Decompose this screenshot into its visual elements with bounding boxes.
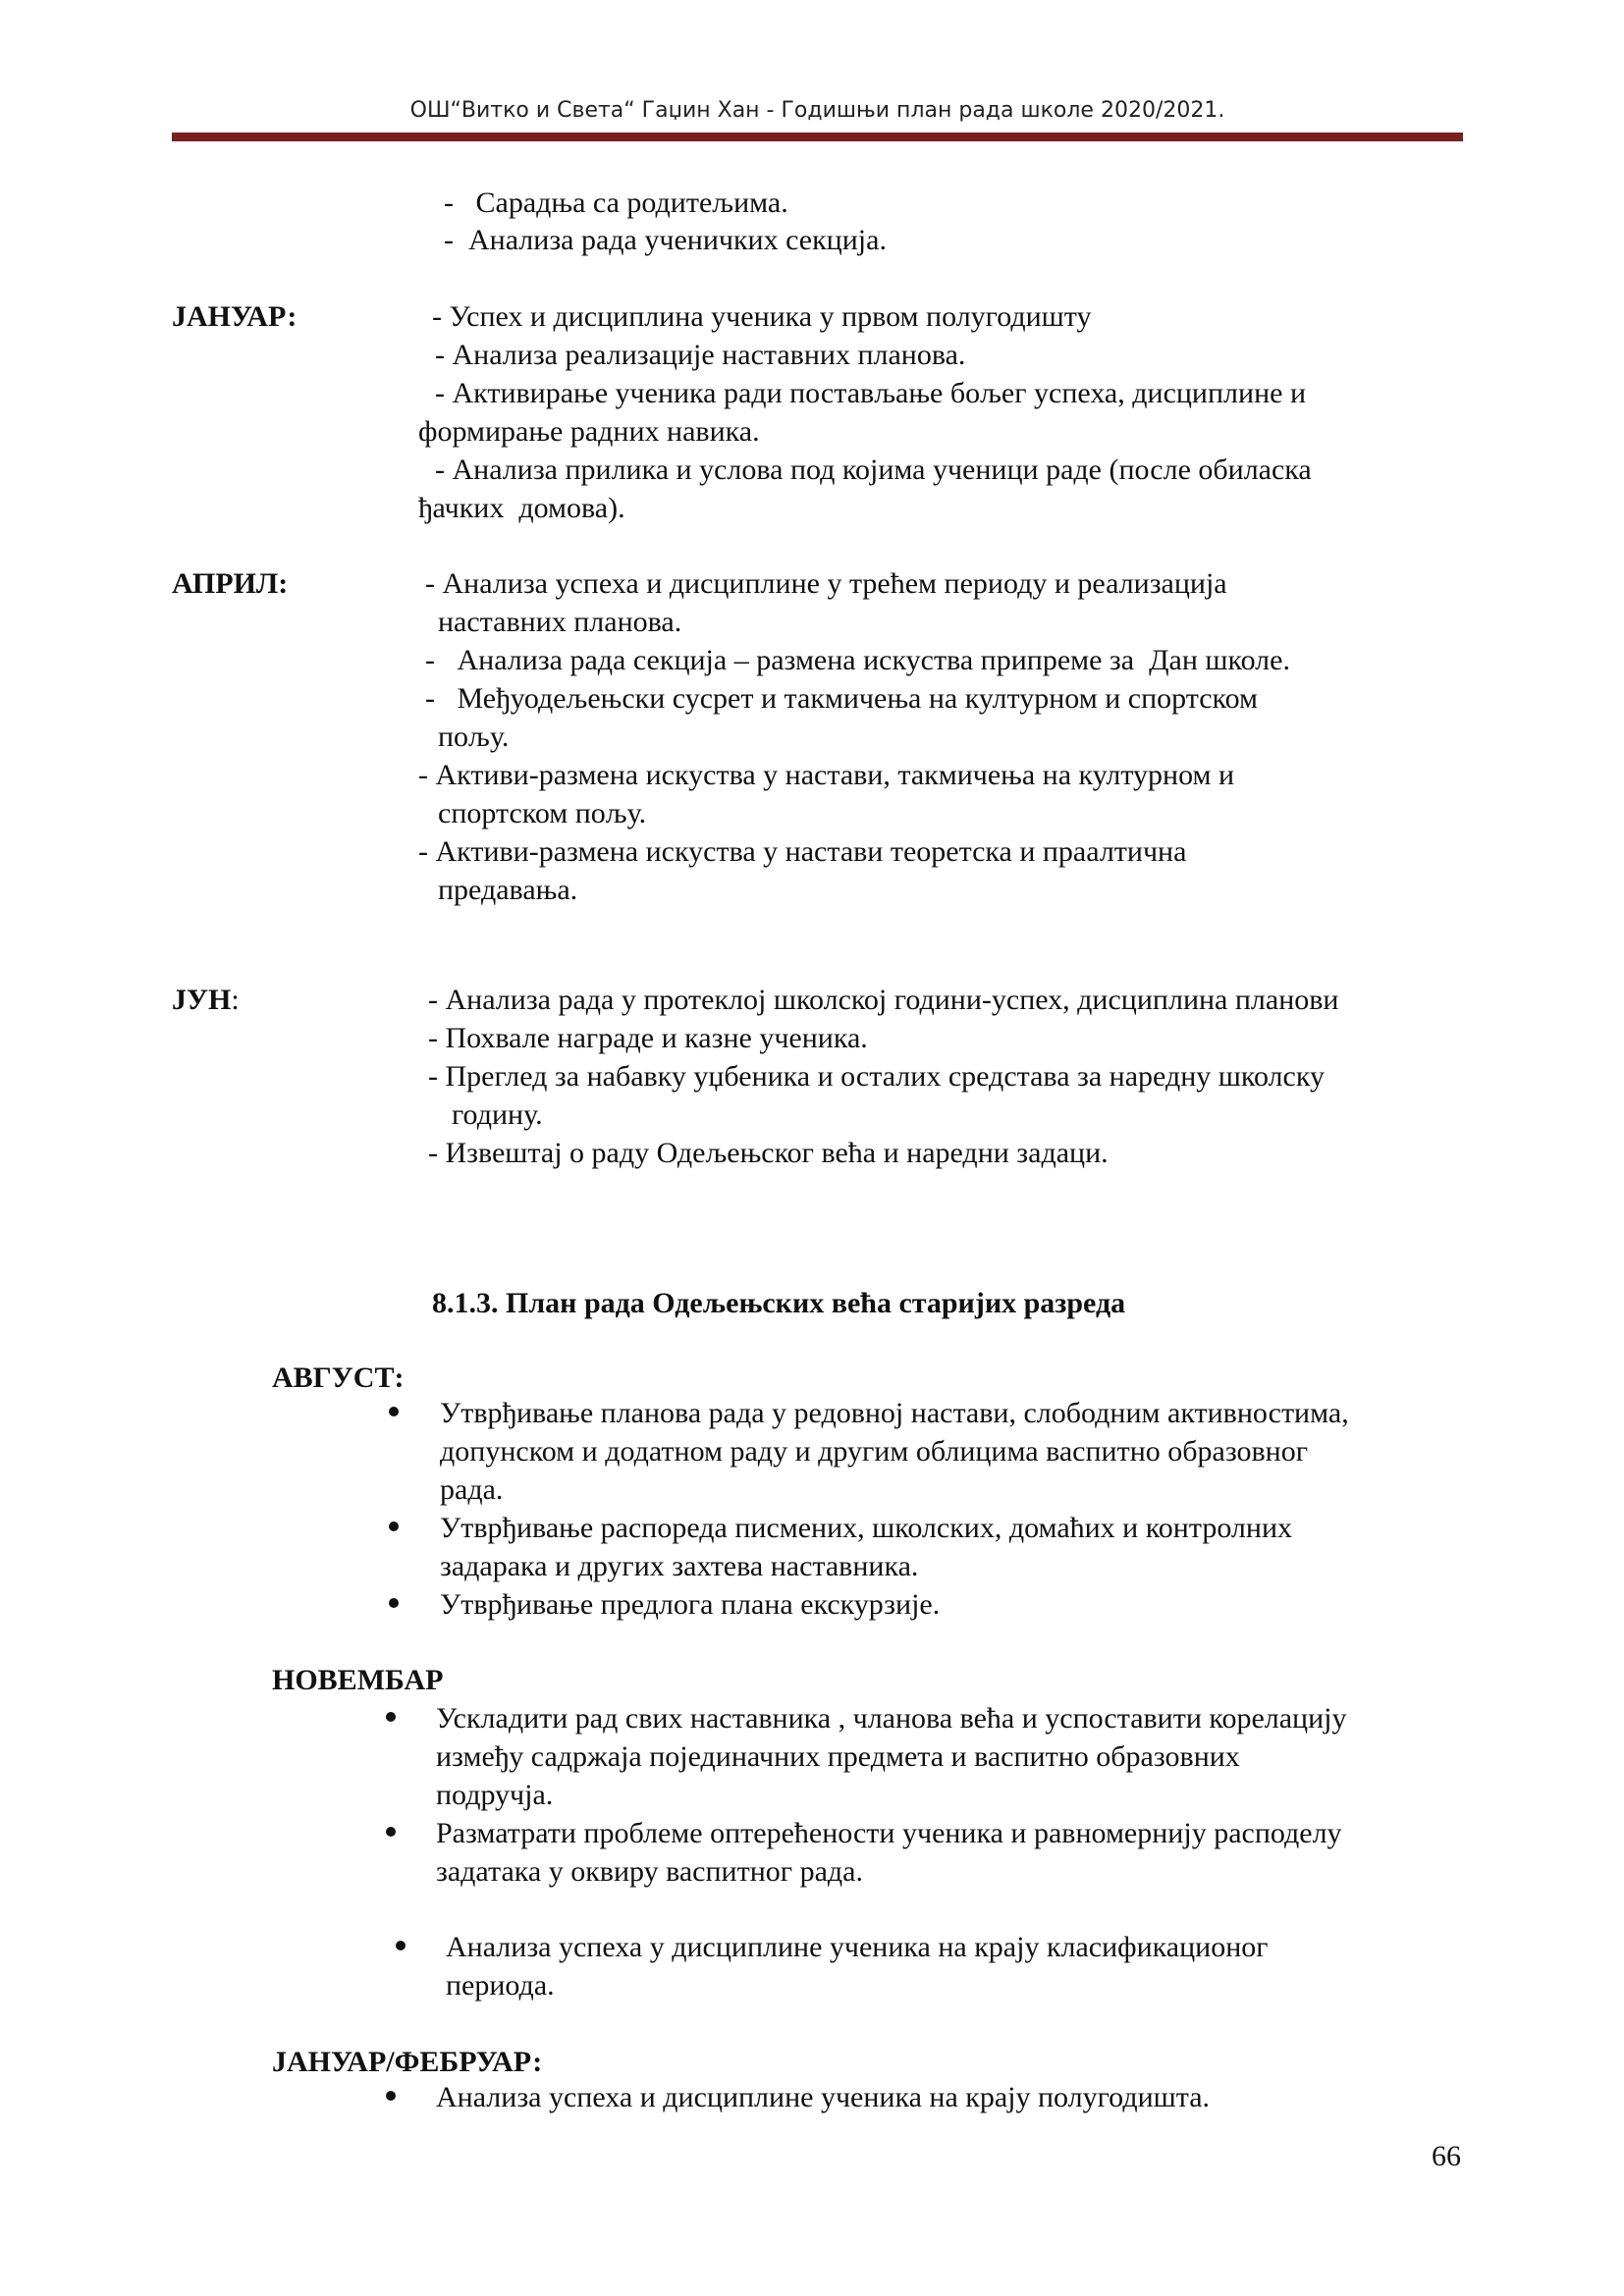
list-item: - Активи-размена искуства у настави теоретска и праалтична — [418, 835, 1187, 868]
list-item: задатака у оквиру васпитног рада. — [436, 1855, 863, 1888]
header-rule — [172, 133, 1463, 141]
month-label-januar-februar: ЈАНУАР/ФЕБРУАР: — [272, 2046, 543, 2078]
month-label-jun — [172, 982, 240, 1019]
month-label-novembar: НОВЕМБАР — [272, 1664, 444, 1696]
list-item: - Похвале награде и казне ученика. — [428, 1022, 868, 1054]
list-item: - Сарадња са родитељима. — [444, 187, 788, 219]
list-item: између садржаја појединачних предмета и васпитно образовних — [436, 1740, 1240, 1773]
month-label-jun-text: ЈУН — [172, 984, 232, 1016]
list-item: допунском и додатном раду и другим облицима васпитно образовног — [440, 1435, 1309, 1468]
page-header: ОШ“Витко и Света“ Гаџин Хан - Годишњи план рада школе 2020/2021. — [409, 98, 1225, 123]
list-item: Анализа успеха у дисциплине ученика на крају класификационог — [446, 1931, 1269, 1963]
list-item: формирање радних навика. — [418, 415, 760, 448]
list-item: предавања. — [438, 874, 578, 906]
list-item: - Анализа реализације наставних планова. — [435, 339, 966, 371]
bullet-icon — [386, 2091, 396, 2101]
list-item: Анализа успеха и дисциплине ученика на крају полугодишта. — [436, 2081, 1211, 2113]
bullet-icon — [389, 1522, 399, 1531]
bullet-icon — [389, 1407, 399, 1416]
list-item: - Активирање ученика ради постављање бољег успеха, дисциплине и — [435, 377, 1306, 409]
bullet-icon — [396, 1941, 406, 1950]
list-item: ђачких домова). — [418, 492, 625, 524]
list-item: Утврђивање предлога плана екскурзије. — [440, 1588, 941, 1621]
list-item: - Активи-размена искуства у настави, такмичења на културном и — [418, 759, 1235, 791]
list-item: годину. — [452, 1098, 543, 1131]
list-item: - Анализа рада у протеклој школској години-успех, дисциплина планови — [428, 984, 1339, 1016]
list-item: - Међуодељењски сусрет и такмичења на културном и спортском — [425, 682, 1258, 715]
bullet-icon — [386, 1827, 396, 1837]
list-item: Утврђивање распореда писмених, школских, домаћих и контролних — [440, 1512, 1293, 1544]
list-item: периода. — [446, 1969, 555, 2002]
list-item: - Успех и дисциплина ученика у првом полугодишту — [432, 300, 1092, 333]
list-item: спортском пољу. — [438, 797, 647, 829]
list-item: пољу. — [438, 721, 510, 753]
list-item: - Анализа рада секција – размена искуства припреме за Дан школе. — [425, 644, 1290, 676]
list-item: - Преглед за набавку уџбеника и осталих средстава за наредну школску — [428, 1060, 1325, 1093]
month-label-januar: ЈАНУАР: — [172, 300, 298, 333]
list-item: - Анализа рада ученичких секција. — [444, 224, 887, 256]
page-number: 66 — [1432, 2140, 1461, 2172]
list-item: наставних планова. — [438, 606, 682, 638]
month-label-april: АПРИЛ: — [172, 567, 289, 600]
list-item: рада. — [440, 1473, 504, 1506]
list-item: подручја. — [436, 1779, 554, 1811]
list-item: задарака и других захтева наставника. — [440, 1550, 919, 1582]
list-item: - Извештај о раду Одељењског већа и наредни задаци. — [428, 1137, 1109, 1169]
section-title: 8.1.3. План рада Одељењских већа старијих разреда — [432, 1287, 1126, 1319]
month-label-jun-colon: : — [231, 984, 240, 1016]
list-item: Утврђивање планова рада у редовној настави, слободним активностима, — [440, 1397, 1349, 1429]
month-label-avgust: АВГУСТ: — [272, 1362, 405, 1394]
list-item: Ускладити рад свих наставника , чланова већа и успоставити корелацију — [436, 1702, 1347, 1735]
bullet-icon — [386, 1712, 396, 1722]
list-item: - Анализа прилика и услова под којима ученици раде (после обиласка — [435, 454, 1312, 486]
list-item: Разматрати проблеме оптерећености ученика и равномернију расподелу — [436, 1817, 1342, 1849]
list-item: - Анализа успеха и дисциплине у трећем периоду и реализација — [425, 567, 1227, 600]
bullet-icon — [389, 1598, 399, 1608]
